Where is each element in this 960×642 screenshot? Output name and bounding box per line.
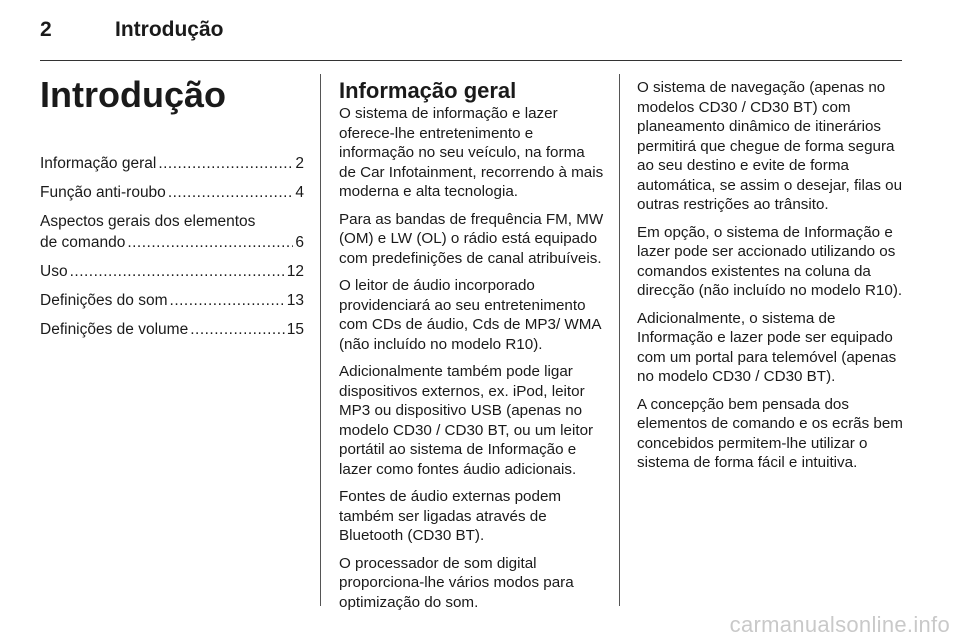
body-paragraph: O sistema de informação e lazer oferece-lhe entretenimento e informação no seu veículo, na forma de Car Infotainment, recorrendo à mais moderna e alta tecnologia.	[339, 105, 604, 200]
body-paragraph: Adicionalmente também pode ligar dispositivos externos, ex. iPod, leitor MP3 ou dispositivo USB (apenas no modelo CD30 / CD30 BT, ou um leitor portátil ao sistema de Informação e lazer como fontes áudio adicionais.	[339, 363, 594, 478]
toc-leader-dots	[168, 182, 294, 203]
toc-entry-title: Informação geral	[40, 155, 157, 172]
column-body-right	[637, 78, 905, 481]
toc-entry[interactable]	[40, 182, 304, 203]
watermark-text: carmanualsonline.info	[729, 612, 950, 637]
toc-entry-page: 15	[286, 321, 304, 338]
toc-entry-page: 13	[286, 292, 304, 309]
body-paragraph: Fontes de áudio externas podem também ser ligadas através de Bluetooth (CD30 BT).	[339, 488, 562, 544]
body-paragraph: Em opção, o sistema de Informação e lazer pode ser accionado utilizando os comandos existentes na coluna da direcção (não incluído no modelo R10).	[637, 223, 903, 299]
body-paragraph: O leitor de áudio incorporado providenciará ao seu entretenimento com CDs de áudio, Cds de MP3/ WMA (não incluído no modelo R10).	[339, 277, 601, 353]
toc-entry-title: Função anti-roubo	[40, 184, 166, 201]
chapter-title: Introdução	[40, 74, 226, 115]
toc-entry-title: Definições do som	[40, 292, 168, 309]
toc-leader-dots	[127, 232, 293, 253]
toc-entry[interactable]	[40, 261, 304, 282]
table-of-contents	[40, 153, 304, 340]
column-body-left	[339, 78, 604, 620]
toc-leader-dots	[190, 319, 285, 340]
column-divider-1	[320, 74, 321, 606]
toc-entry-page: 6	[295, 234, 304, 251]
toc-leader-dots	[158, 153, 293, 174]
toc-entry-title: Aspectos gerais dos elementos	[40, 213, 256, 230]
toc-entry[interactable]	[40, 153, 304, 174]
toc-leader-dots	[70, 261, 285, 282]
toc-entry-title-cont: de comando	[40, 234, 126, 251]
page-number: 2	[40, 18, 52, 41]
toc-entry-page: 12	[286, 263, 304, 280]
header-rule	[40, 60, 902, 61]
column-toc	[40, 66, 304, 348]
toc-leader-dots	[170, 290, 285, 311]
toc-entry-title: Definições de volume	[40, 321, 189, 338]
body-paragraph: Adicionalmente, o sistema de Informação e lazer pode ser equipado com um portal para telemóvel (apenas no modelo CD30 / CD30 BT).	[637, 309, 897, 385]
body-paragraph: Para as bandas de frequência FM, MW (OM) e LW (OL) o rádio está equipado com predefinições de canal atribuíveis.	[339, 210, 604, 267]
toc-entry[interactable]	[40, 290, 304, 311]
body-paragraph: O processador de som digital proporciona-lhe vários modos para optimização do som.	[339, 554, 574, 611]
body-paragraph: O sistema de navegação (apenas no modelos CD30 / CD30 BT) com planeamento dinâmico de itinerários permitirá que chegue de forma segura ao seu destino e evite de forma automática, se assim o desejar, filas ou outras restrições ao trânsito.	[637, 79, 903, 213]
toc-entry[interactable]	[40, 319, 304, 340]
toc-entry-page: 4	[295, 184, 304, 201]
body-paragraph: A concepção bem pensada dos elementos de comando e os ecrãs bem concebidos permitem-lhe utilizar o sistema de forma fácil e intuitiva.	[637, 395, 903, 471]
toc-entry[interactable]	[40, 211, 304, 253]
section-title: Informação geral	[339, 78, 517, 103]
running-title: Introdução	[115, 18, 224, 41]
column-divider-2	[619, 74, 620, 606]
toc-entry-page: 2	[295, 155, 304, 172]
toc-entry-title: Uso	[40, 263, 68, 280]
